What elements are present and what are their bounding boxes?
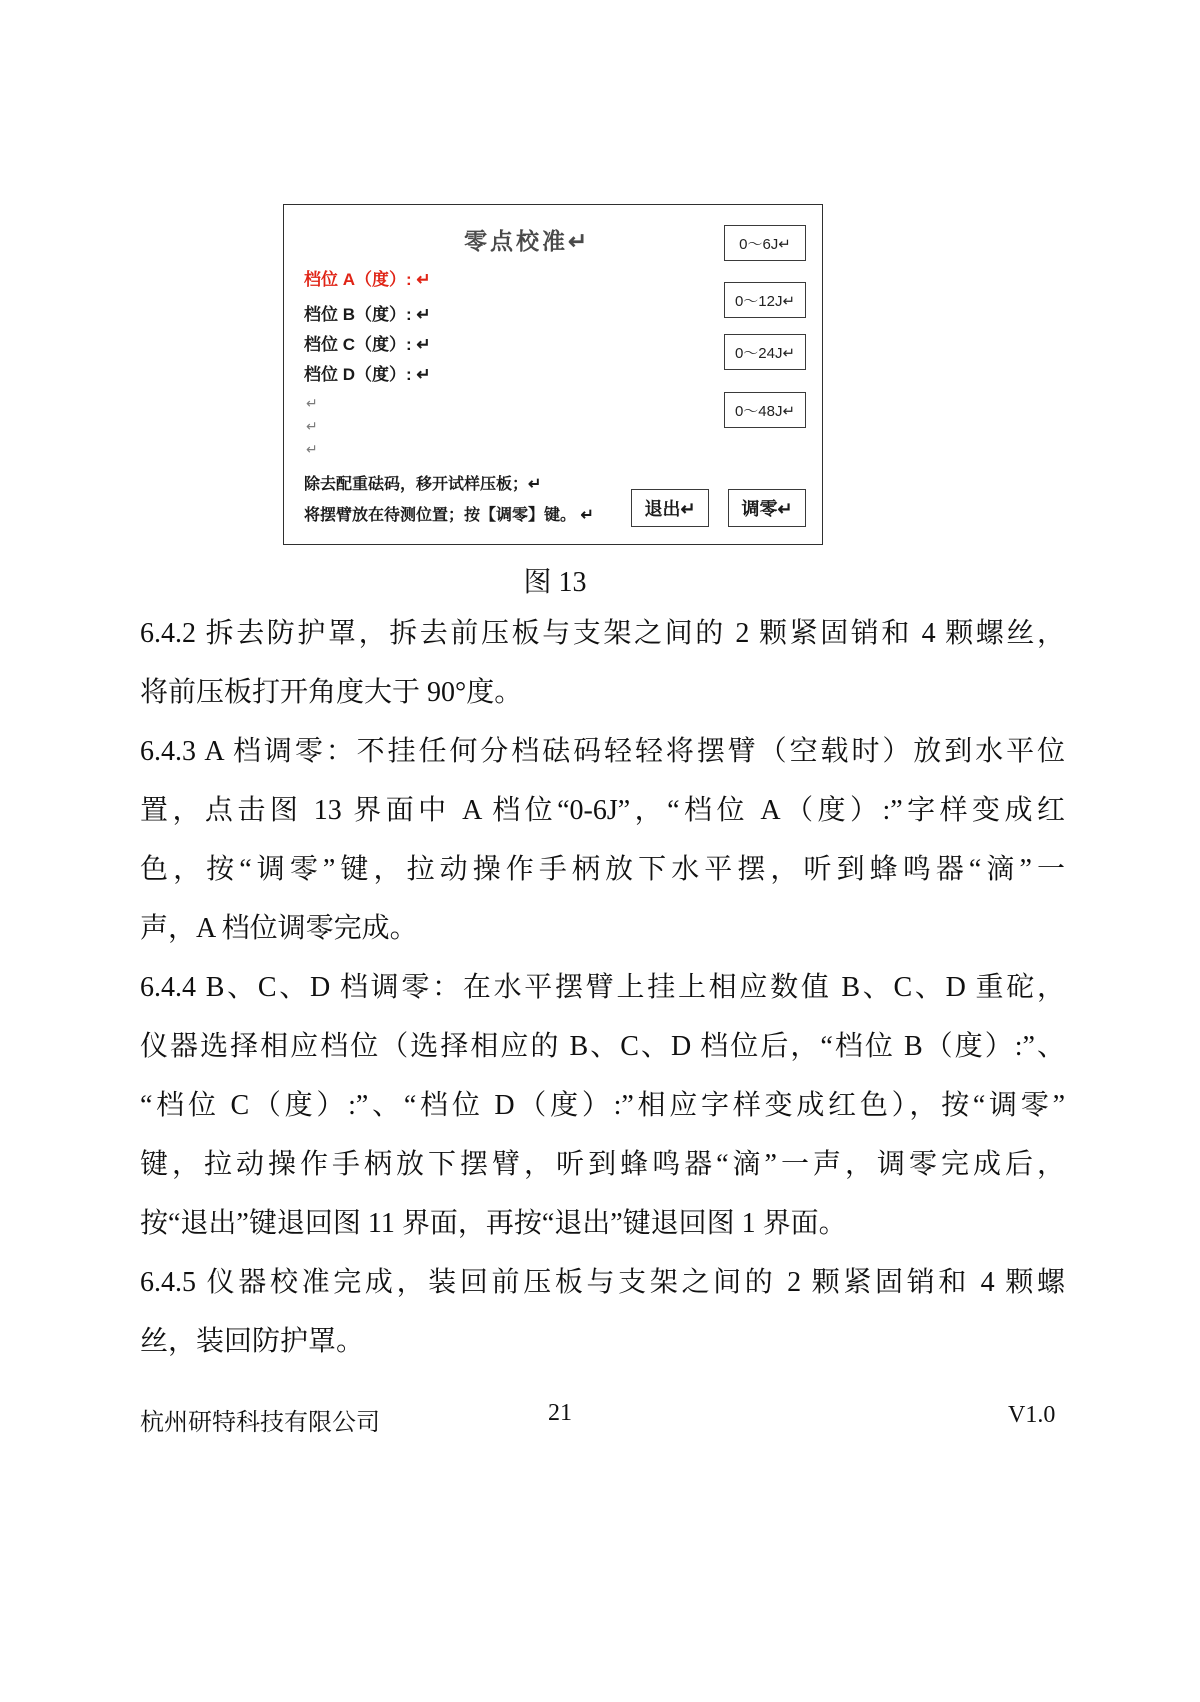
body-line: 将前压板打开角度大于 90°度。 xyxy=(140,677,523,708)
body-text xyxy=(140,604,1065,1371)
footer-version: V1.0 xyxy=(1008,1402,1056,1428)
paragraph-mark: ↵ xyxy=(306,395,318,411)
gear-label-b: 档位 B（度）: ↵ xyxy=(304,305,431,324)
body-line: 6.4.3 A 档调零：不挂任何分档砝码轻轻将摆臂（空载时）放到水平位 xyxy=(140,736,1065,767)
zero-adjust-button: 调零↵ xyxy=(728,489,806,527)
body-line: 声，A 档位调零完成。 xyxy=(140,913,418,944)
figure-instruction-line-1: 除去配重砝码，移开试样压板；↵ xyxy=(304,476,542,493)
range-button-0-48j: 0～48J↵ xyxy=(724,392,806,428)
body-line: 按“退出”键退回图 11 界面，再按“退出”键退回图 1 界面。 xyxy=(140,1208,847,1239)
body-line: 置，点击图 13 界面中 A 档位“0-6J”，“档位 A（度）:”字样变成红 xyxy=(140,795,1065,826)
figure-caption: 图 13 xyxy=(523,567,587,598)
body-line: 6.4.4 B、C、D 档调零：在水平摆臂上挂上相应数值 B、C、D 重砣， xyxy=(140,972,1065,1003)
paragraph-mark: ↵ xyxy=(306,441,318,457)
figure-instruction-line-2: 将摆臂放在待测位置；按【调零】键。 ↵ xyxy=(304,507,594,524)
gear-label-d: 档位 D（度）: ↵ xyxy=(304,365,431,384)
range-button-0-12j: 0～12J↵ xyxy=(724,282,806,318)
range-button-0-6j: 0～6J↵ xyxy=(724,225,806,261)
footer-page-number: 21 xyxy=(548,1400,572,1426)
paragraph-mark: ↵ xyxy=(306,418,318,434)
body-line: 6.4.5 仪器校准完成，装回前压板与支架之间的 2 颗紧固销和 4 颗螺 xyxy=(140,1267,1065,1298)
gear-label-c: 档位 C（度）: ↵ xyxy=(304,335,431,354)
range-button-0-24j: 0～24J↵ xyxy=(724,334,806,370)
figure-title: 零点校准↵ xyxy=(464,228,591,254)
body-line: 仪器选择相应档位（选择相应的 B、C、D 档位后，“档位 B（度）:”、 xyxy=(140,1031,1065,1062)
exit-button: 退出↵ xyxy=(631,489,709,527)
body-line: 丝，装回防护罩。 xyxy=(140,1326,365,1357)
body-line: “档位 C（度）:”、“档位 D（度）:”相应字样变成红色），按“调零” xyxy=(140,1090,1065,1121)
body-line: 键，拉动操作手柄放下摆臂，听到蜂鸣器“滴”一声，调零完成后， xyxy=(140,1149,1065,1180)
body-line: 色，按“调零”键，拉动操作手柄放下水平摆，听到蜂鸣器“滴”一 xyxy=(140,854,1065,885)
footer-company: 杭州研特科技有限公司 xyxy=(140,1410,380,1436)
figure-13-screenshot xyxy=(283,204,823,545)
body-line: 6.4.2 拆去防护罩，拆去前压板与支架之间的 2 颗紧固销和 4 颗螺丝， xyxy=(140,618,1065,649)
gear-label-a: 档位 A（度）: ↵ xyxy=(304,270,431,289)
